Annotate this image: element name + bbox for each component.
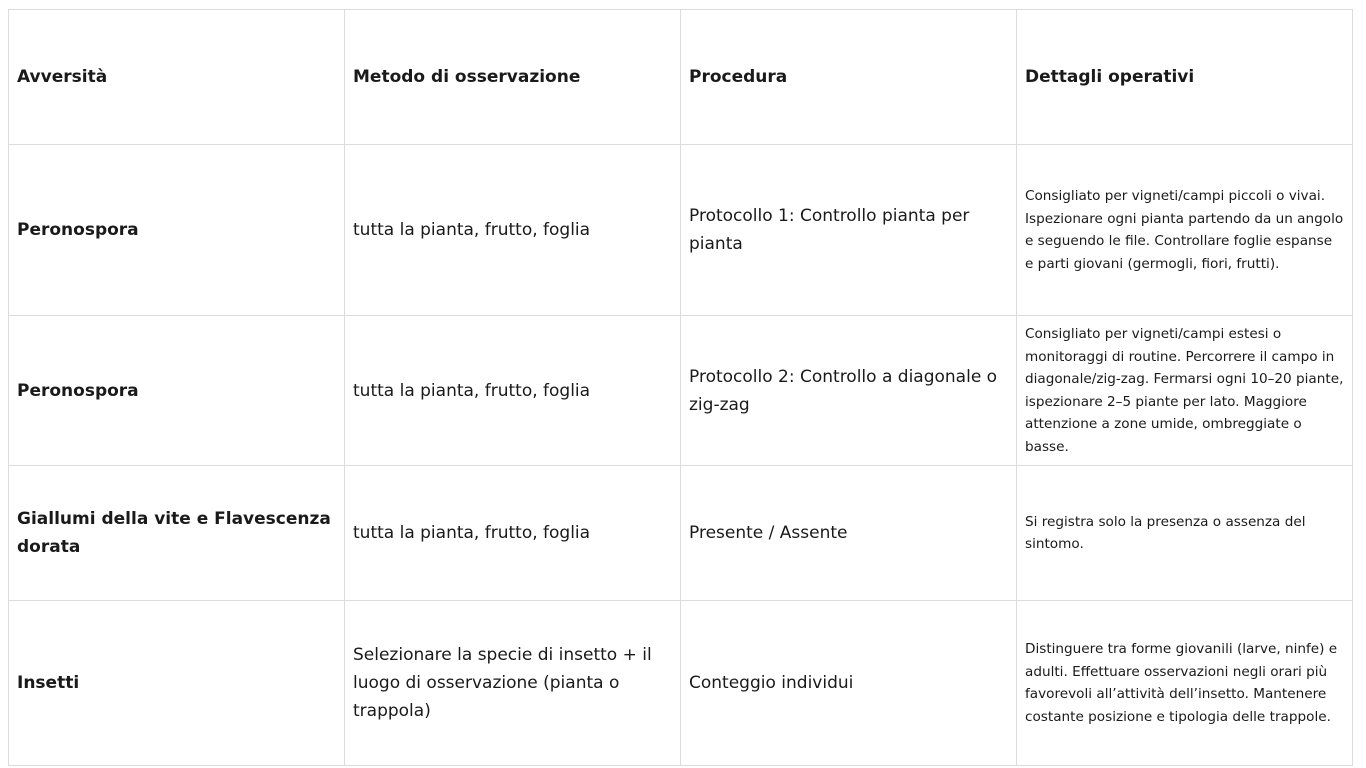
cell-observation-method: tutta la pianta, frutto, foglia	[345, 316, 681, 466]
table-row	[9, 145, 1353, 316]
cell-procedure: Conteggio individui	[681, 601, 1017, 766]
cell-observation-method: tutta la pianta, frutto, foglia	[345, 466, 681, 601]
table-row	[9, 466, 1353, 601]
table-row	[9, 601, 1353, 766]
cell-procedure: Protocollo 2: Controllo a diagonale o zig-zag	[681, 316, 1017, 466]
header-observation-method: Metodo di osservazione	[345, 10, 681, 145]
header-procedure: Procedura	[681, 10, 1017, 145]
cell-adversity: Peronospora	[9, 316, 345, 466]
cell-operational-details: Consigliato per vigneti/campi piccoli o vivai. Ispezionare ogni pianta partendo da un angolo e seguendo le file. Controllare foglie espanse e parti giovani (germogli, fiori, frutti).	[1017, 145, 1353, 316]
header-adversity: Avversità	[9, 10, 345, 145]
cell-operational-details: Si registra solo la presenza o assenza del sintomo.	[1017, 466, 1353, 601]
cell-adversity: Peronospora	[9, 145, 345, 316]
header-operational-details: Dettagli operativi	[1017, 10, 1353, 145]
cell-procedure: Protocollo 1: Controllo pianta per pianta	[681, 145, 1017, 316]
table-header-row	[9, 10, 1353, 145]
cell-operational-details: Consigliato per vigneti/campi estesi o monitoraggi di routine. Percorrere il campo in diagonale/zig-zag. Fermarsi ogni 10–20 piante, ispezionare 2–5 piante per lato. Maggiore attenzione a zone umide, ombreggiate o basse.	[1017, 316, 1353, 466]
cell-adversity: Insetti	[9, 601, 345, 766]
cell-observation-method: Selezionare la specie di insetto + il luogo di osservazione (pianta o trappola)	[345, 601, 681, 766]
observation-protocol-table	[8, 9, 1353, 766]
cell-adversity: Giallumi della vite e Flavescenza dorata	[9, 466, 345, 601]
table-row	[9, 316, 1353, 466]
cell-observation-method: tutta la pianta, frutto, foglia	[345, 145, 681, 316]
cell-operational-details: Distinguere tra forme giovanili (larve, ninfe) e adulti. Effettuare osservazioni negli orari più favorevoli all’attività dell’insetto. Mantenere costante posizione e tipologia delle trappole.	[1017, 601, 1353, 766]
cell-procedure: Presente / Assente	[681, 466, 1017, 601]
